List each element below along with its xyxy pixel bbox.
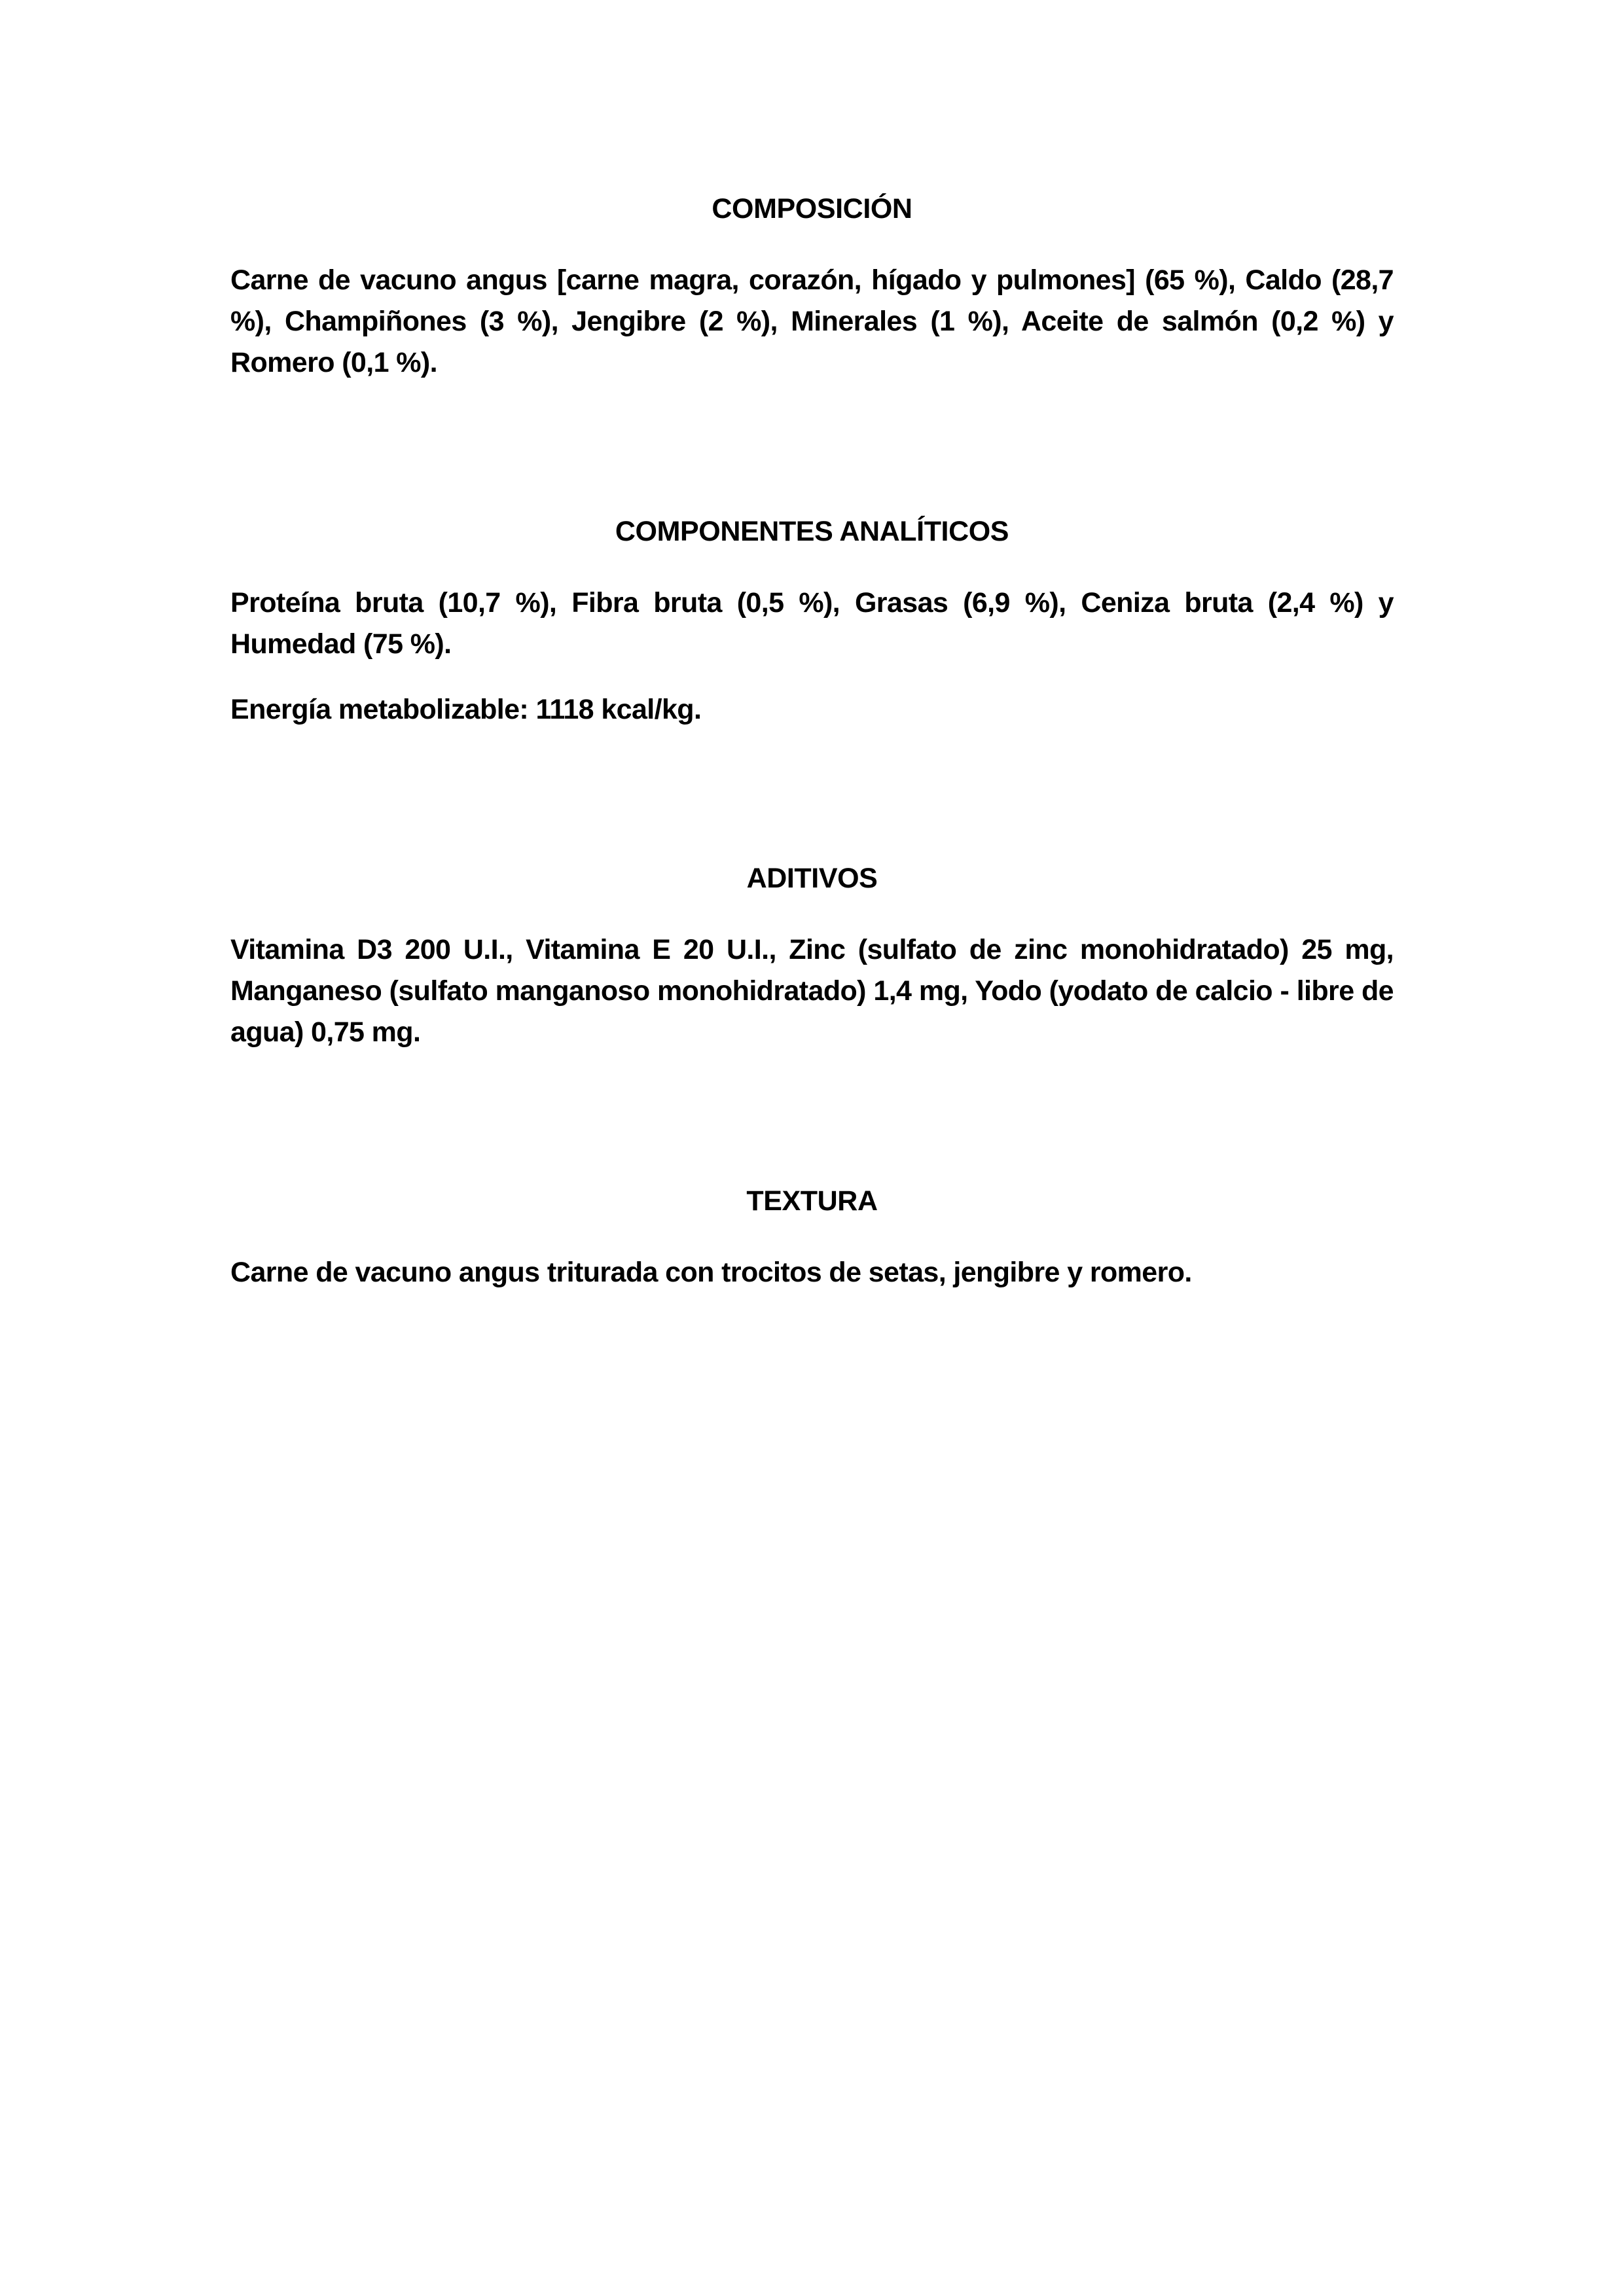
- section-textura: [230, 1181, 1394, 1293]
- paragraph-metabolizable-energy: Energía metabolizable: 1118 kcal/kg.: [230, 694, 702, 725]
- paragraph-composicion-ingredients: Carne de vacuno angus [carne magra, corazón, hígado y pulmones] (65 %), Caldo (28,7 %), Champiñones (3 %), Jengibre (2 %), Minerales (1 %), Aceite de salmón (0,2 %) y Romero (0,1 %).: [230, 264, 1394, 378]
- paragraph-analytical-components: Proteína bruta (10,7 %), Fibra bruta (0,5 %), Grasas (6,9 %), Ceniza bruta (2,4 %) y Humedad (75 %).: [230, 587, 1394, 660]
- paragraph-additives: Vitamina D3 200 U.I., Vitamina E 20 U.I., Zinc (sulfato de zinc monohidratado) 25 mg, Manganeso (sulfato manganoso monohidratado) 1,4 mg, Yodo (yodato de calcio - libre de agua) 0,75 mg.: [230, 934, 1394, 1048]
- heading-textura: TEXTURA: [746, 1185, 878, 1217]
- paragraph-texture: Carne de vacuno angus triturada con trocitos de setas, jengibre y romero.: [230, 1257, 1192, 1288]
- section-aditivos: [230, 858, 1394, 1053]
- heading-componentes-analiticos: COMPONENTES ANALÍTICOS: [615, 516, 1009, 547]
- section-composicion: [230, 188, 1394, 384]
- section-componentes-analiticos: [230, 511, 1394, 730]
- heading-aditivos: ADITIVOS: [746, 863, 878, 894]
- heading-composicion: COMPOSICIÓN: [712, 193, 912, 224]
